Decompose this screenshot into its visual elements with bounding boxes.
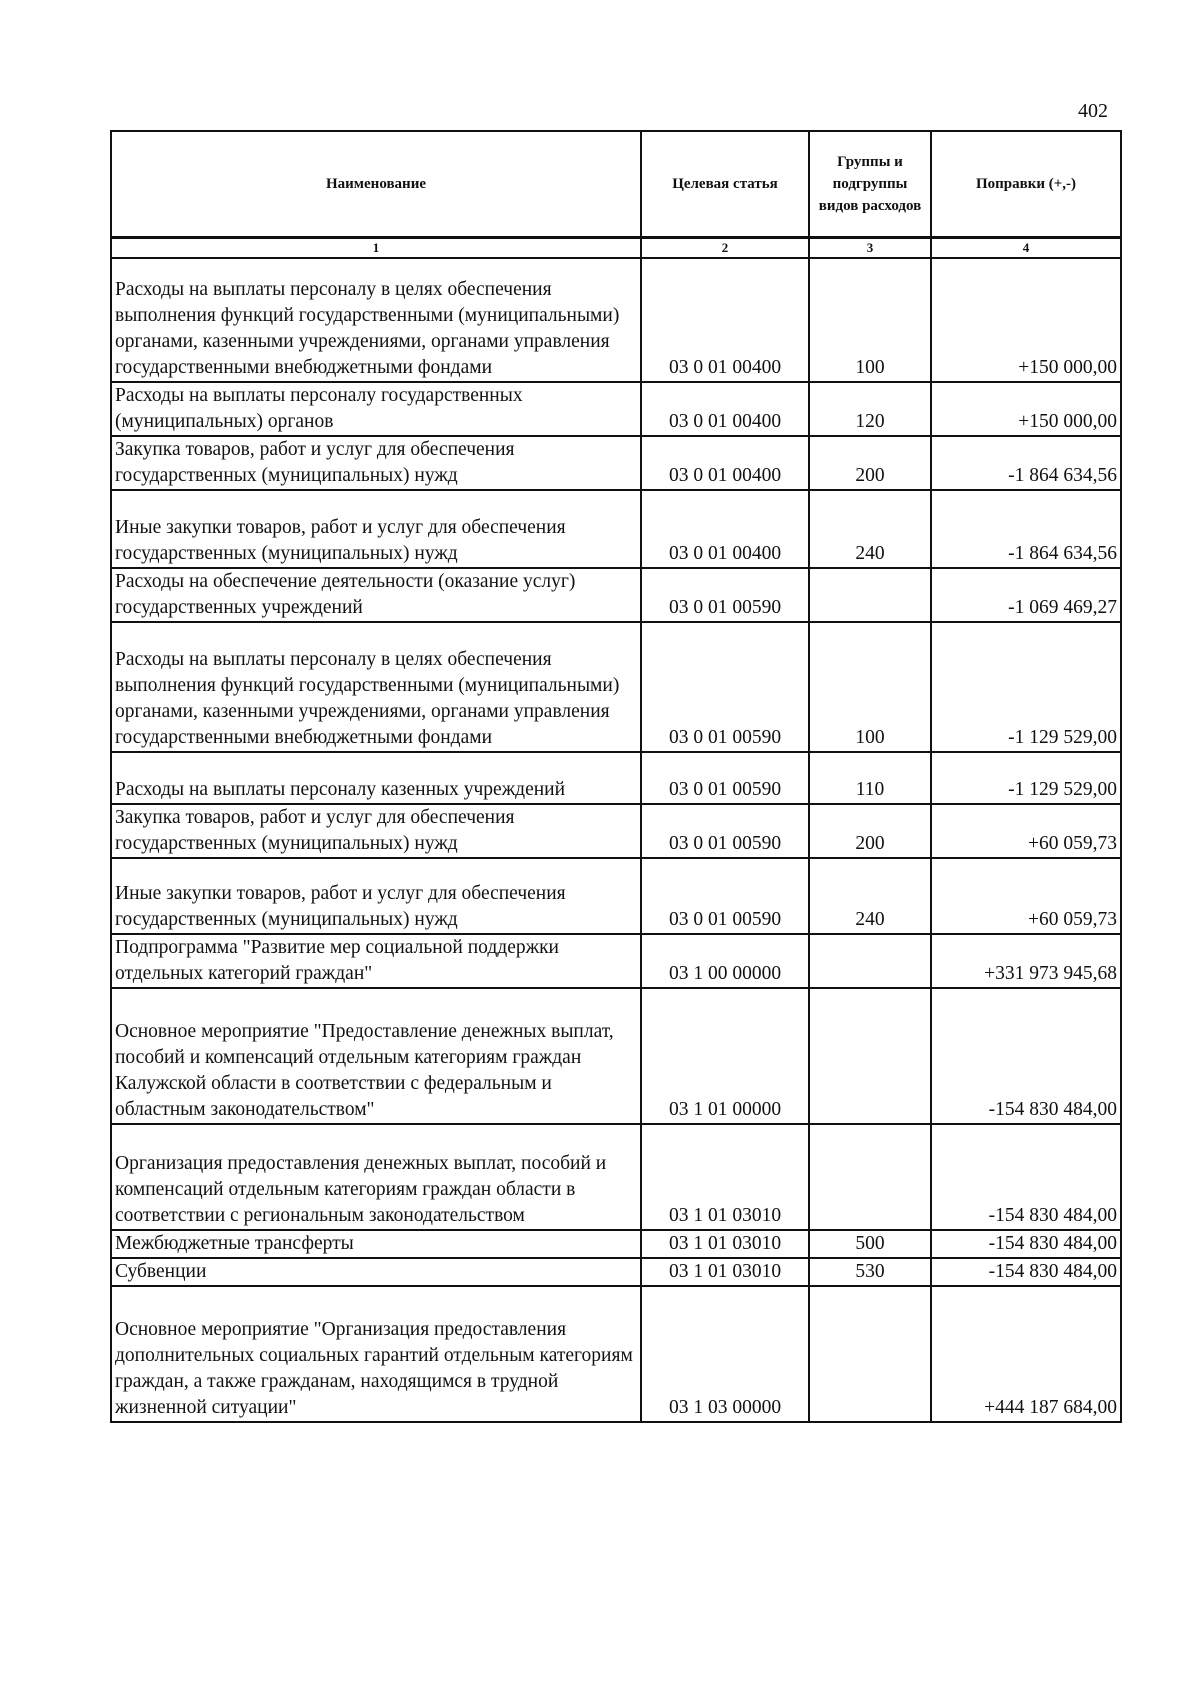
row-name: Иные закупки товаров, работ и услуг для обеспечения государственных (муниципальных) нужд — [111, 858, 641, 934]
table-row — [111, 490, 1121, 568]
table-row — [111, 622, 1121, 752]
row-group: 100 — [809, 258, 931, 382]
table-row — [111, 1124, 1121, 1230]
row-amount: -1 129 529,00 — [931, 752, 1121, 804]
row-group — [809, 1286, 931, 1422]
table-row — [111, 752, 1121, 804]
row-code: 03 1 03 00000 — [641, 1286, 809, 1422]
table-row — [111, 1258, 1121, 1286]
table-row — [111, 568, 1121, 622]
row-amount: +150 000,00 — [931, 258, 1121, 382]
table-header — [111, 131, 1121, 258]
column-number: 1 — [111, 238, 641, 259]
row-code: 03 0 01 00400 — [641, 258, 809, 382]
row-name: Расходы на выплаты персоналу в целях обеспечения выполнения функций государственными (муниципальными) органами, казенными учреждениями, органами управления государственными внебюджетными фондами — [111, 622, 641, 752]
row-amount: +60 059,73 — [931, 858, 1121, 934]
row-group: 100 — [809, 622, 931, 752]
column-number: 3 — [809, 238, 931, 259]
row-group: 200 — [809, 804, 931, 858]
row-amount: -154 830 484,00 — [931, 988, 1121, 1124]
header-expense-groups: Группы и подгруппы видов расходов — [809, 131, 931, 238]
row-code: 03 0 01 00400 — [641, 490, 809, 568]
row-name: Расходы на выплаты персоналу казенных учреждений — [111, 752, 641, 804]
row-group: 120 — [809, 382, 931, 436]
table-row — [111, 1230, 1121, 1258]
row-name: Закупка товаров, работ и услуг для обеспечения государственных (муниципальных) нужд — [111, 436, 641, 490]
table-row — [111, 934, 1121, 988]
budget-table — [110, 130, 1122, 1423]
row-amount: +444 187 684,00 — [931, 1286, 1121, 1422]
row-amount: -1 129 529,00 — [931, 622, 1121, 752]
row-name: Расходы на выплаты персоналу государственных (муниципальных) органов — [111, 382, 641, 436]
header-amendments: Поправки (+,-) — [931, 131, 1121, 238]
row-code: 03 0 01 00590 — [641, 568, 809, 622]
row-amount: +150 000,00 — [931, 382, 1121, 436]
row-code: 03 1 01 03010 — [641, 1258, 809, 1286]
row-name: Расходы на обеспечение деятельности (оказание услуг) государственных учреждений — [111, 568, 641, 622]
row-name: Расходы на выплаты персоналу в целях обеспечения выполнения функций государственными (муниципальными) органами, казенными учреждениями, органами управления государственными внебюджетными фондами — [111, 258, 641, 382]
row-amount: -1 069 469,27 — [931, 568, 1121, 622]
row-code: 03 0 01 00400 — [641, 436, 809, 490]
row-group — [809, 934, 931, 988]
row-name: Межбюджетные трансферты — [111, 1230, 641, 1258]
row-name: Субвенции — [111, 1258, 641, 1286]
row-amount: -1 864 634,56 — [931, 490, 1121, 568]
table-row — [111, 382, 1121, 436]
row-code: 03 1 01 03010 — [641, 1230, 809, 1258]
row-group — [809, 988, 931, 1124]
row-group: 530 — [809, 1258, 931, 1286]
row-group: 200 — [809, 436, 931, 490]
table-row — [111, 258, 1121, 382]
table-body — [111, 258, 1121, 1422]
row-amount: +331 973 945,68 — [931, 934, 1121, 988]
row-code: 03 0 01 00590 — [641, 804, 809, 858]
row-amount: -154 830 484,00 — [931, 1230, 1121, 1258]
header-name: Наименование — [111, 131, 641, 238]
table-row — [111, 804, 1121, 858]
row-group: 240 — [809, 490, 931, 568]
row-amount: -154 830 484,00 — [931, 1124, 1121, 1230]
row-code: 03 0 01 00590 — [641, 858, 809, 934]
row-name: Закупка товаров, работ и услуг для обеспечения государственных (муниципальных) нужд — [111, 804, 641, 858]
row-code: 03 0 01 00590 — [641, 622, 809, 752]
row-name: Иные закупки товаров, работ и услуг для обеспечения государственных (муниципальных) нужд — [111, 490, 641, 568]
row-code: 03 1 00 00000 — [641, 934, 809, 988]
page-number: 402 — [1078, 100, 1108, 122]
row-group: 240 — [809, 858, 931, 934]
table-row — [111, 1286, 1121, 1422]
row-name: Организация предоставления денежных выплат, пособий и компенсаций отдельным категориям граждан области в соответствии с региональным законодательством — [111, 1124, 641, 1230]
row-code: 03 0 01 00400 — [641, 382, 809, 436]
column-number: 4 — [931, 238, 1121, 259]
row-amount: -154 830 484,00 — [931, 1258, 1121, 1286]
table-row — [111, 858, 1121, 934]
row-group: 500 — [809, 1230, 931, 1258]
row-code: 03 1 01 03010 — [641, 1124, 809, 1230]
row-amount: -1 864 634,56 — [931, 436, 1121, 490]
row-group: 110 — [809, 752, 931, 804]
row-group — [809, 568, 931, 622]
row-name: Основное мероприятие "Предоставление денежных выплат, пособий и компенсаций отдельным категориям граждан Калужской области в соответствии с федеральным и областным законодательством" — [111, 988, 641, 1124]
row-code: 03 0 01 00590 — [641, 752, 809, 804]
row-amount: +60 059,73 — [931, 804, 1121, 858]
header-target-article: Целевая статья — [641, 131, 809, 238]
row-name: Основное мероприятие "Организация предоставления дополнительных социальных гарантий отдельным категориям граждан, а также гражданам, находящимся в трудной жизненной ситуации" — [111, 1286, 641, 1422]
row-code: 03 1 01 00000 — [641, 988, 809, 1124]
row-group — [809, 1124, 931, 1230]
table-row — [111, 988, 1121, 1124]
table-row — [111, 436, 1121, 490]
column-number: 2 — [641, 238, 809, 259]
row-name: Подпрограмма "Развитие мер социальной поддержки отдельных категорий граждан" — [111, 934, 641, 988]
